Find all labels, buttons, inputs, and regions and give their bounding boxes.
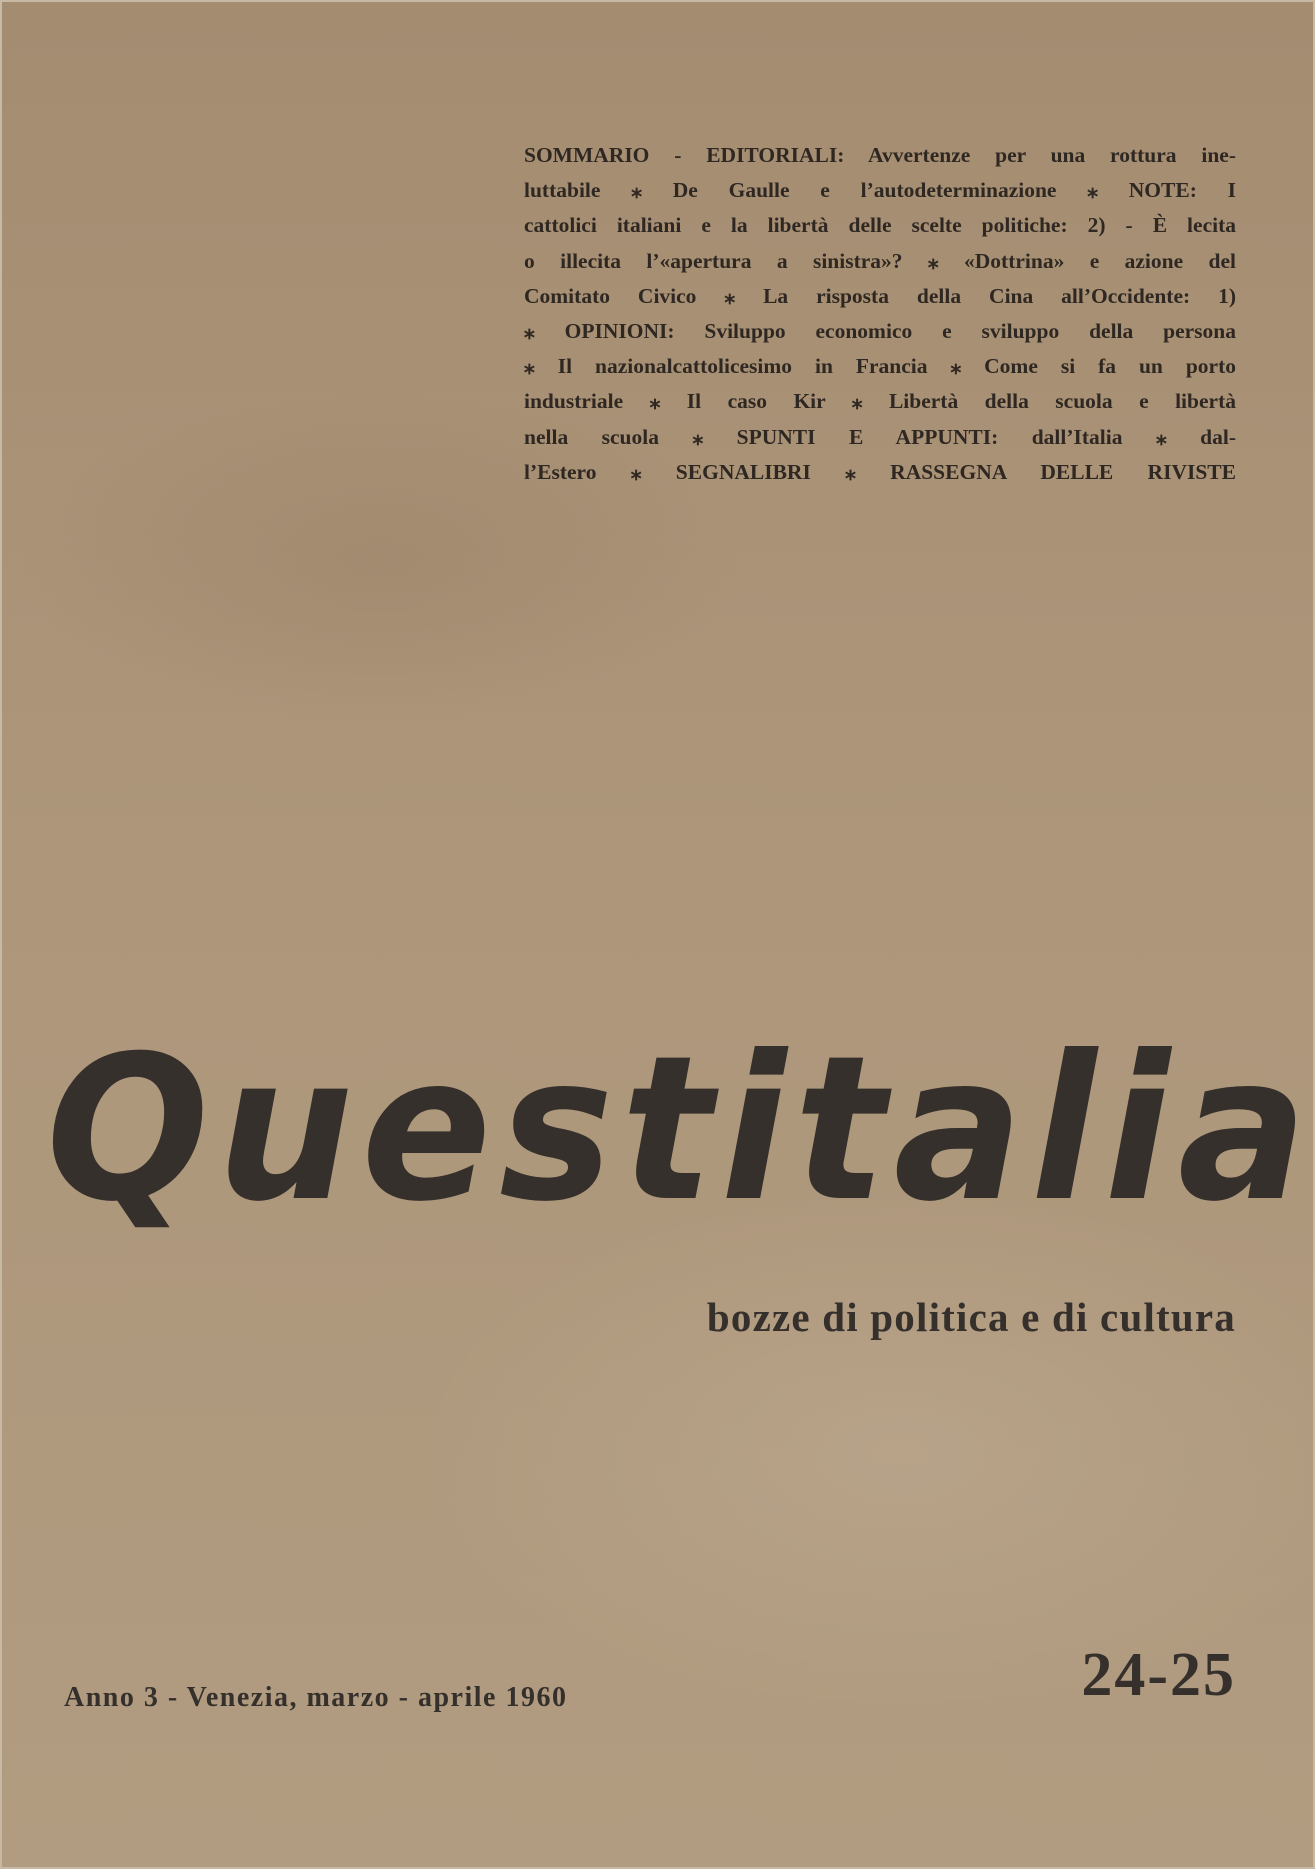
table-of-contents — [524, 138, 1236, 490]
issue-number: 24-25 — [1081, 1641, 1236, 1709]
issue-info: Anno 3 - Venezia, marzo - aprile 1960 — [64, 1682, 568, 1713]
magazine-subtitle: bozze di politica e di cultura — [706, 1294, 1236, 1340]
contents-line: luttabile ⁎ De Gaulle e l’autodeterminazione ⁎ NOTE: I — [524, 178, 1236, 203]
contents-line: cattolici italiani e la libertà delle scelte politiche: 2) - È lecita — [524, 213, 1236, 238]
contents-line: industriale ⁎ Il caso Kir ⁎ Libertà della scuola e libertà — [524, 389, 1236, 414]
contents-line: o illecita l’«apertura a sinistra»? ⁎ «Dottrina» e azione del — [524, 248, 1236, 273]
contents-line: Comitato Civico ⁎ La risposta della Cina all’Occidente: 1) — [524, 283, 1236, 308]
contents-line: ⁎ OPINIONI: Sviluppo economico e sviluppo della persona — [524, 319, 1236, 344]
contents-line: ⁎ Il nazionalcattolicesimo in Francia ⁎ Come si fa un porto — [524, 354, 1236, 379]
contents-line: nella scuola ⁎ SPUNTI E APPUNTI: dall’Italia ⁎ dal- — [524, 424, 1236, 449]
contents-line: SOMMARIO - EDITORIALI: Avvertenze per una rottura ine- — [524, 143, 1236, 167]
magazine-title: Questitalia — [46, 1013, 1315, 1246]
contents-line: l’Estero ⁎ SEGNALIBRI ⁎ RASSEGNA DELLE RIVISTE — [524, 459, 1236, 484]
